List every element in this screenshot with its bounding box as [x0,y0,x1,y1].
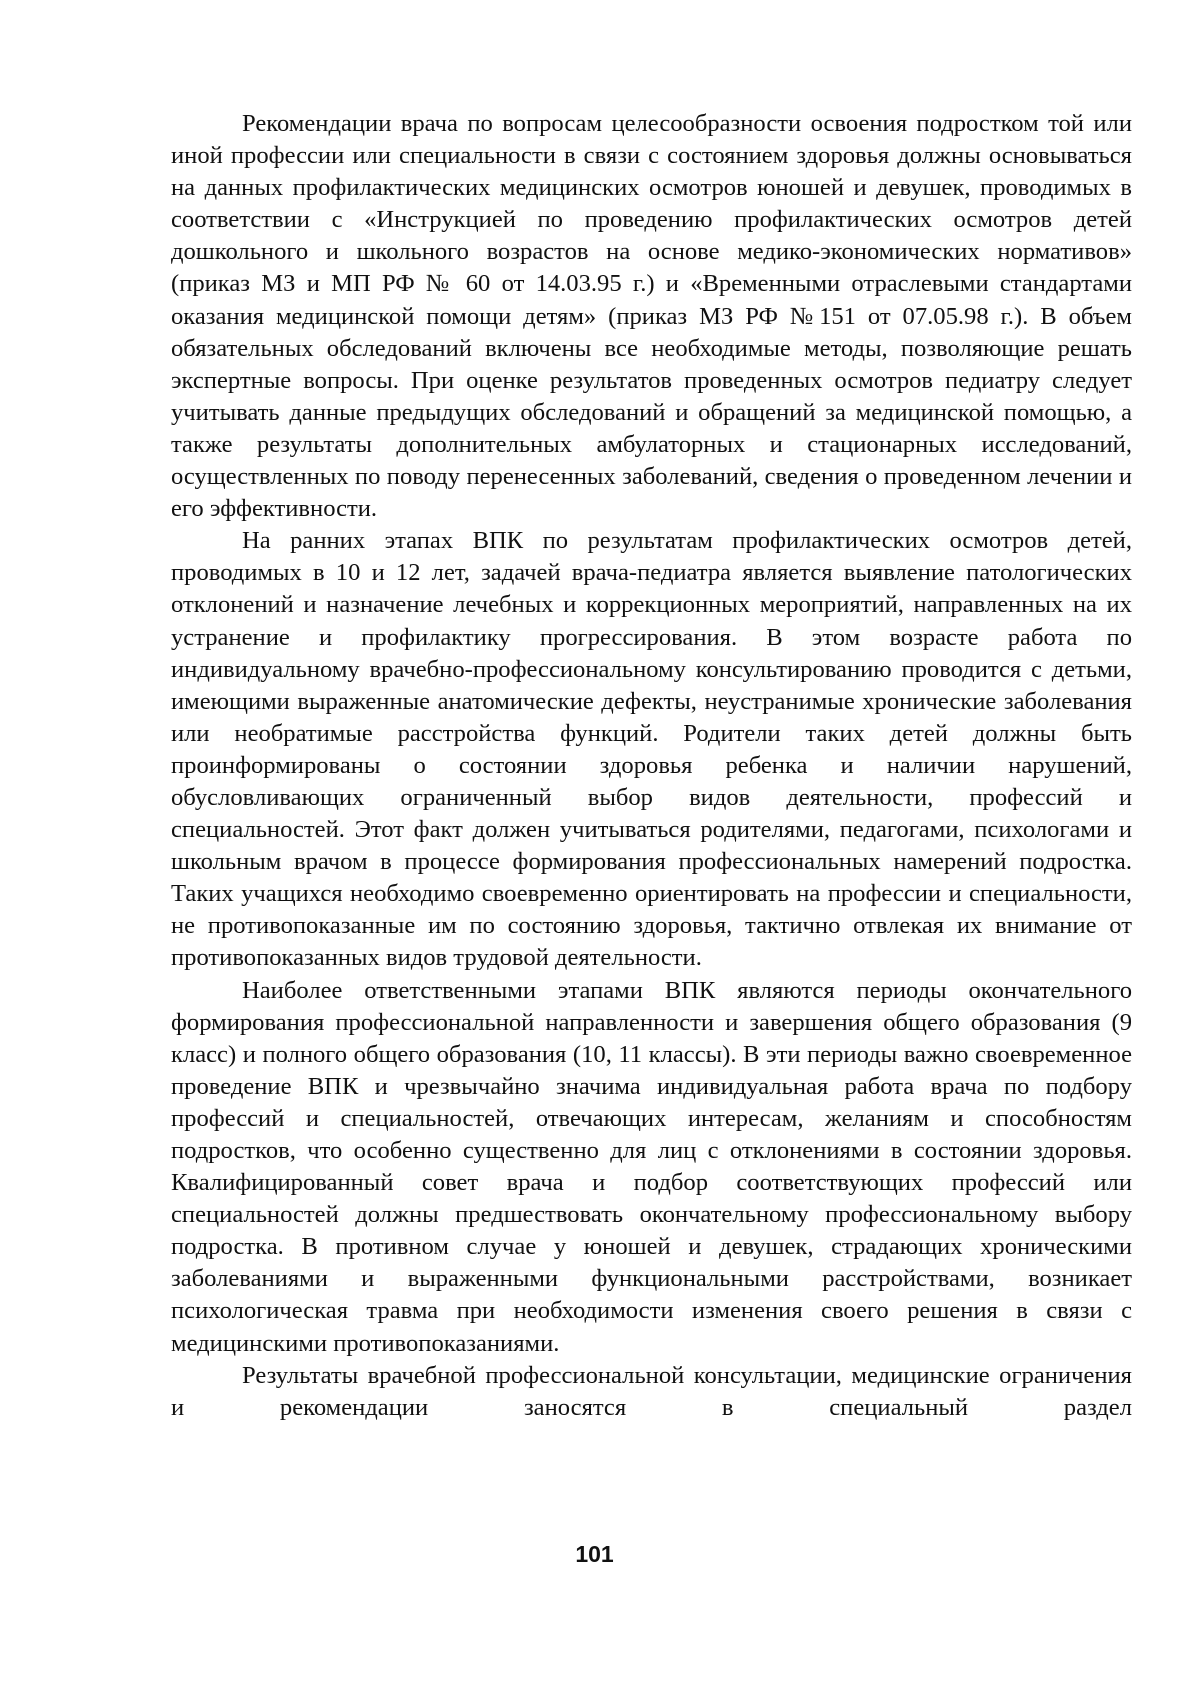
paragraph-3: Наиболее ответственными этапами ВПК являются периоды окончательного формирования профессиональной направленности и завершения общего образования (9 класс) и полного общего образования (10, 11 классы). В эти периоды важно своевременное проведение ВПК и чрезвычайно значима индивидуальная работа врача по подбору профессий и специальностей, отвечающих интересам, желаниям и способностям подростков, что особенно существенно для лиц с отклонениями в состоянии здоровья. Квалифицированный совет врача и подбор соответствующих профессий или специальностей должны предшествовать окончательному профессиональному выбору подростка. В противном случае у юношей и девушек, страдающих хроническими заболеваниями и выраженными функциональными расстройствами, возникает психологическая травма при необходимости изменения своего решения в связи с медицинскими противопоказаниями. [171,976,1132,1357]
page-number: 101 [575,1541,614,1567]
paragraph-1: Рекомендации врача по вопросам целесообразности освоения подростком той или иной профессии или специальности в связи с состоянием здоровья должны основываться на данных профилактических медицинских осмотров юношей и девушек, проводимых в соответствии с «Инструкцией по проведению профилактических осмотров детей дошкольного и школьного возрастов на основе медико-экономических нормативов» (приказ МЗ и МП РФ № 60 от 14.03.95 г.) и «Временными отраслевыми стандартами оказания медицинской помощи детям» (приказ МЗ РФ №151 от 07.05.98 г.). В объем обязательных обследований включены все необходимые методы, позволяющие решать экспертные вопросы. При оценке результатов проведенных осмотров педиатру следует учитывать данные предыдущих обследований и обращений за медицинской помощью, а также результаты дополнительных амбулаторных и стационарных исследований, осуществленных по поводу перенесенных заболеваний, сведения о проведенном лечении и его эффективности. [171,110,1132,523]
paragraph-4: Результаты врачебной профессиональной консультации, медицинские ограничения и рекомендации заносятся в специальный раздел [171,1361,1132,1421]
paragraph-2: На ранних этапах ВПК по результатам профилактических осмотров детей, проводимых в 10 и 12 лет, задачей врача-педиатра является выявление патологических отклонений и назначение лечебных и коррекционных мероприятий, направленных на их устранение и профилактику прогрессирования. В этом возрасте работа по индивидуальному врачебно-профессиональному консультированию проводится с детьми, имеющими выраженные анатомические дефекты, неустранимые хронические заболевания или необратимые расстройства функций. Родители таких детей должны быть проинформированы о состоянии здоровья ребенка и наличии нарушений, обусловливающих ограниченный выбор видов деятельности, профессий и специальностей. Этот факт должен учитываться родителями, педагогами, психологами и школьным врачом в процессе формирования профессиональных намерений подростка. Таких учащихся необходимо своевременно ориентировать на профессии и специальности, не противопоказанные им по состоянию здоровья, тактично отвлекая их внимание от противопоказанных видов трудовой деятельности. [171,527,1132,972]
page-body [171,108,1132,1424]
